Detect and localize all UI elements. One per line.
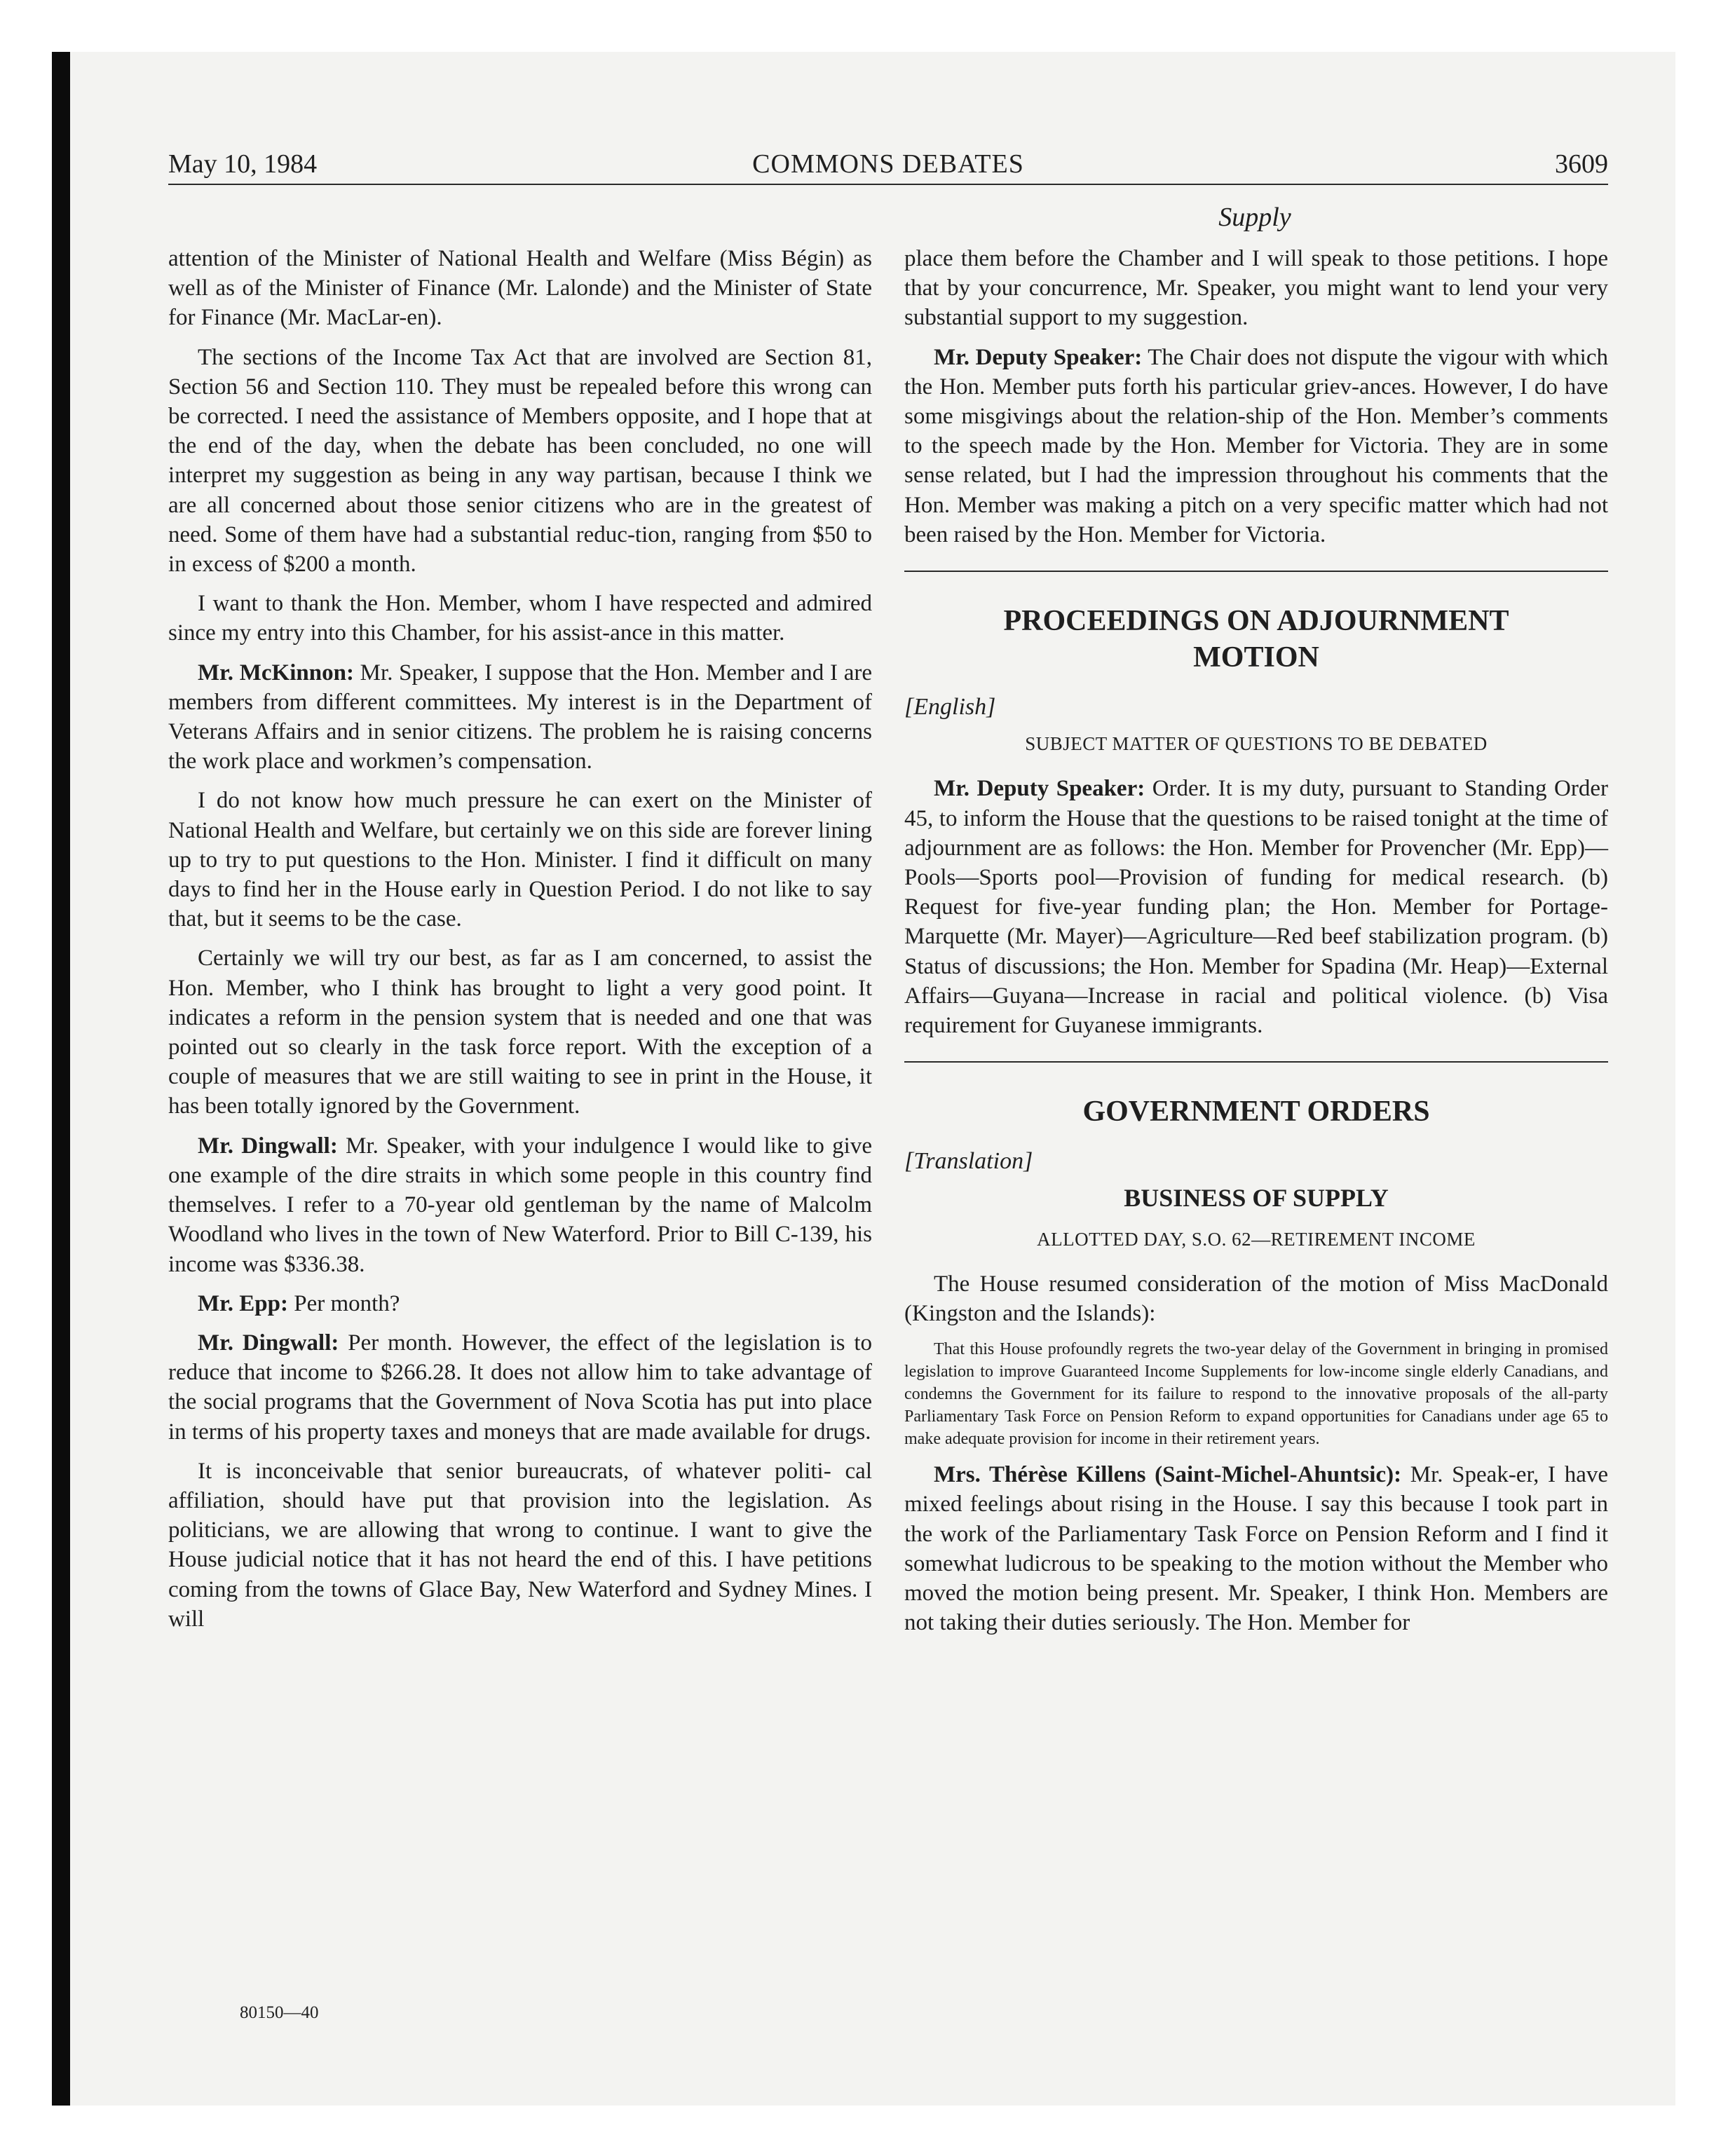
section-divider bbox=[904, 1061, 1608, 1063]
speech-text: Per month. However, the effect of the legislation is to reduce that income to $266.28. It does not allow him to take advantage of the social programs that the Government of Nova Scotia has put into place in terms of his property taxes and moneys that are made available for drugs. bbox=[168, 1330, 872, 1445]
speech-text: Mr. Speaker, I suppose that the Hon. Member and I are members from different committees. My interest is in the Department of Veterans Affairs and in senior citizens. The problem he is raising concerns the work place and workmen’s compensation. bbox=[168, 660, 872, 775]
paragraph: The House resumed consideration of the motion of Miss MacDonald (Kingston and the Islands): bbox=[904, 1271, 1608, 1327]
speaker-name: Mrs. Thérèse Killens (Saint-Michel-Ahuntsic): bbox=[934, 1462, 1402, 1488]
speaker-name: Mr. Dingwall: bbox=[198, 1133, 338, 1159]
header-title: COMMONS DEBATES bbox=[752, 149, 1024, 179]
section-tag: Supply bbox=[1218, 203, 1291, 232]
paragraph: attention of the Minister of National Health and Welfare (Miss Bégin) as well as of the Minister of Finance (Mr. Lalonde) and the Minister of State for Finance (Mr. MacLar-en). bbox=[168, 246, 872, 331]
paragraph: I want to thank the Hon. Member, whom I have respected and admired since my entry into this Chamber, for his assist-ance in this matter. bbox=[168, 591, 872, 646]
language-tag: [English] bbox=[904, 694, 996, 721]
paragraph: The sections of the Income Tax Act that are involved are Section 81, Section 56 and Section 110. They must be repealed before this wrong can be corrected. I need the assistance of Members opposite, and I hope that at the end of the day, when the debate has been concluded, no one will interpret my suggestion as being in any way partisan, because I think we are all concerned about those senior citizens who are in the greatest of need. Some of them have had a substantial reduc-tion, ranging from $50 to in excess of $200 a month. bbox=[168, 344, 872, 578]
running-head bbox=[168, 149, 1608, 185]
speech-text: Mr. Speaker, with your indulgence I would like to give one example of the dire straits in which some people in this country find themselves. I refer to a 70-year old gentleman by the name of Malcolm Woodland who lives in the town of New Waterford. Prior to Bill C-139, his income was $336.38. bbox=[168, 1133, 872, 1277]
speech-text: The Chair does not dispute the vigour with which the Hon. Member puts forth his particular griev-ances. However, I do have some misgivings about the relation-ship of the Hon. Member’s comments to the speech made by the Hon. Member for Victoria. They are in some sense related, but I had the impression throughout his comments that the Hon. Member was making a pitch on a very specific matter which had not been raised by the Hon. Member for Victoria. bbox=[904, 344, 1608, 547]
header-page-number: 3609 bbox=[1555, 149, 1608, 179]
speech-paragraph bbox=[904, 1460, 1608, 1637]
language-tag: [Translation] bbox=[904, 1148, 1033, 1175]
speech-paragraph bbox=[904, 774, 1608, 1040]
footer-code: 80150—40 bbox=[240, 2003, 319, 2022]
allotted-day-heading: ALLOTTED DAY, S.O. 62—RETIREMENT INCOME bbox=[1037, 1228, 1476, 1250]
orders-heading: GOVERNMENT ORDERS bbox=[1082, 1096, 1430, 1128]
speech-paragraph bbox=[168, 1328, 872, 1447]
adjournment-heading-line: MOTION bbox=[1193, 641, 1319, 674]
paragraph: It is inconceivable that senior bureaucrats, of whatever politi- cal affiliation, should have put that provision into the legislation. As politicians, we are allowing that wrong to continue. I want to give the House judicial notice that it has not heard the end of this. I have petitions coming from the towns of Glace Bay, New Waterford and Sydney Mines. I will bbox=[168, 1458, 872, 1632]
speaker-name: Mr. Epp: bbox=[198, 1290, 288, 1316]
speech-paragraph bbox=[168, 658, 872, 777]
speaker-name: Mr. Dingwall: bbox=[198, 1330, 339, 1356]
motion-text: That this House profoundly regrets the two-year delay of the Government in bringing in promised legislation to improve Guaranteed Income Supplements for low-income single elderly Canadians, and condemns the Government for its failure to respond to the innovative proposals of the all-party Parliamentary Task Force on Pension Reform to expand opportunities for Canadians under age 65 to make adequate provision for income in their retirement years. bbox=[904, 1340, 1608, 1449]
speech-text: Per month? bbox=[287, 1290, 400, 1316]
speech-text: Order. It is my duty, pursuant to Standing Order 45, to inform the House that the questions to be raised tonight at the time of adjournment are as follows: the Hon. Member for Provencher (Mr. Epp)—Pools—Sports pool—Provision of funding for medical research. (b) Request for five-year funding plan; the Hon. Member for Portage-Marquette (Mr. Mayer)—Agriculture—Red beef stabilization program. (b) Status of discussions; the Hon. Member for Spadina (Mr. Heap)—External Affairs—Guyana—Increase in racial and political violence. (b) Visa requirement for Guyanese immigrants. bbox=[904, 776, 1608, 1039]
paragraph: I do not know how much pressure he can exert on the Minister of National Health and Welfare, but certainly we on this side are forever lining up to try to put questions to the Hon. Minister. I find it difficult on many days to find her in the House early in Question Period. I do not like to say that, but it seems to be the case. bbox=[168, 788, 872, 932]
header-date: May 10, 1984 bbox=[168, 149, 318, 179]
speech-text: Mr. Speak-er, I have mixed feelings about rising in the House. I say this because I took part in the work of the Parliamentary Task Force on Pension Reform and I find it somewhat ludicrous to be speaking to the motion without the Member who moved the motion being present. Mr. Speaker, I think Hon. Members are not taking their duties seriously. The Hon. Member for bbox=[904, 1462, 1608, 1636]
speech-paragraph bbox=[168, 1131, 872, 1279]
right-column bbox=[904, 244, 1608, 1648]
paragraph: Certainly we will try our best, as far as I am concerned, to assist the Hon. Member, who I think has brought to light a very good point. It indicates a reform in the pension system that is needed and one that was pointed out so clearly in the task force report. With the exception of a couple of measures that we are still waiting to see in print in the House, it has been totally ignored by the Government. bbox=[168, 946, 872, 1119]
adjournment-heading-line: PROCEEDINGS ON ADJOURNMENT bbox=[1003, 605, 1509, 638]
subject-heading: SUBJECT MATTER OF QUESTIONS TO BE DEBATED bbox=[1025, 733, 1488, 755]
speaker-name: Mr. McKinnon: bbox=[198, 660, 354, 685]
supply-heading: BUSINESS OF SUPPLY bbox=[1124, 1184, 1389, 1213]
speaker-name: Mr. Deputy Speaker: bbox=[934, 776, 1145, 802]
scan-edge-shadow bbox=[52, 52, 70, 2106]
speaker-name: Mr. Deputy Speaker: bbox=[934, 344, 1143, 370]
left-column bbox=[168, 244, 872, 1644]
header-rule bbox=[168, 184, 1608, 185]
speech-paragraph bbox=[904, 343, 1608, 550]
adjournment-heading bbox=[904, 603, 1608, 676]
paragraph: place them before the Chamber and I will speak to those petitions. I hope that by your concurrence, Mr. Speaker, you might want to lend your very substantial support to my suggestion. bbox=[904, 246, 1608, 331]
section-divider bbox=[904, 571, 1608, 572]
speech-paragraph bbox=[168, 1289, 872, 1318]
